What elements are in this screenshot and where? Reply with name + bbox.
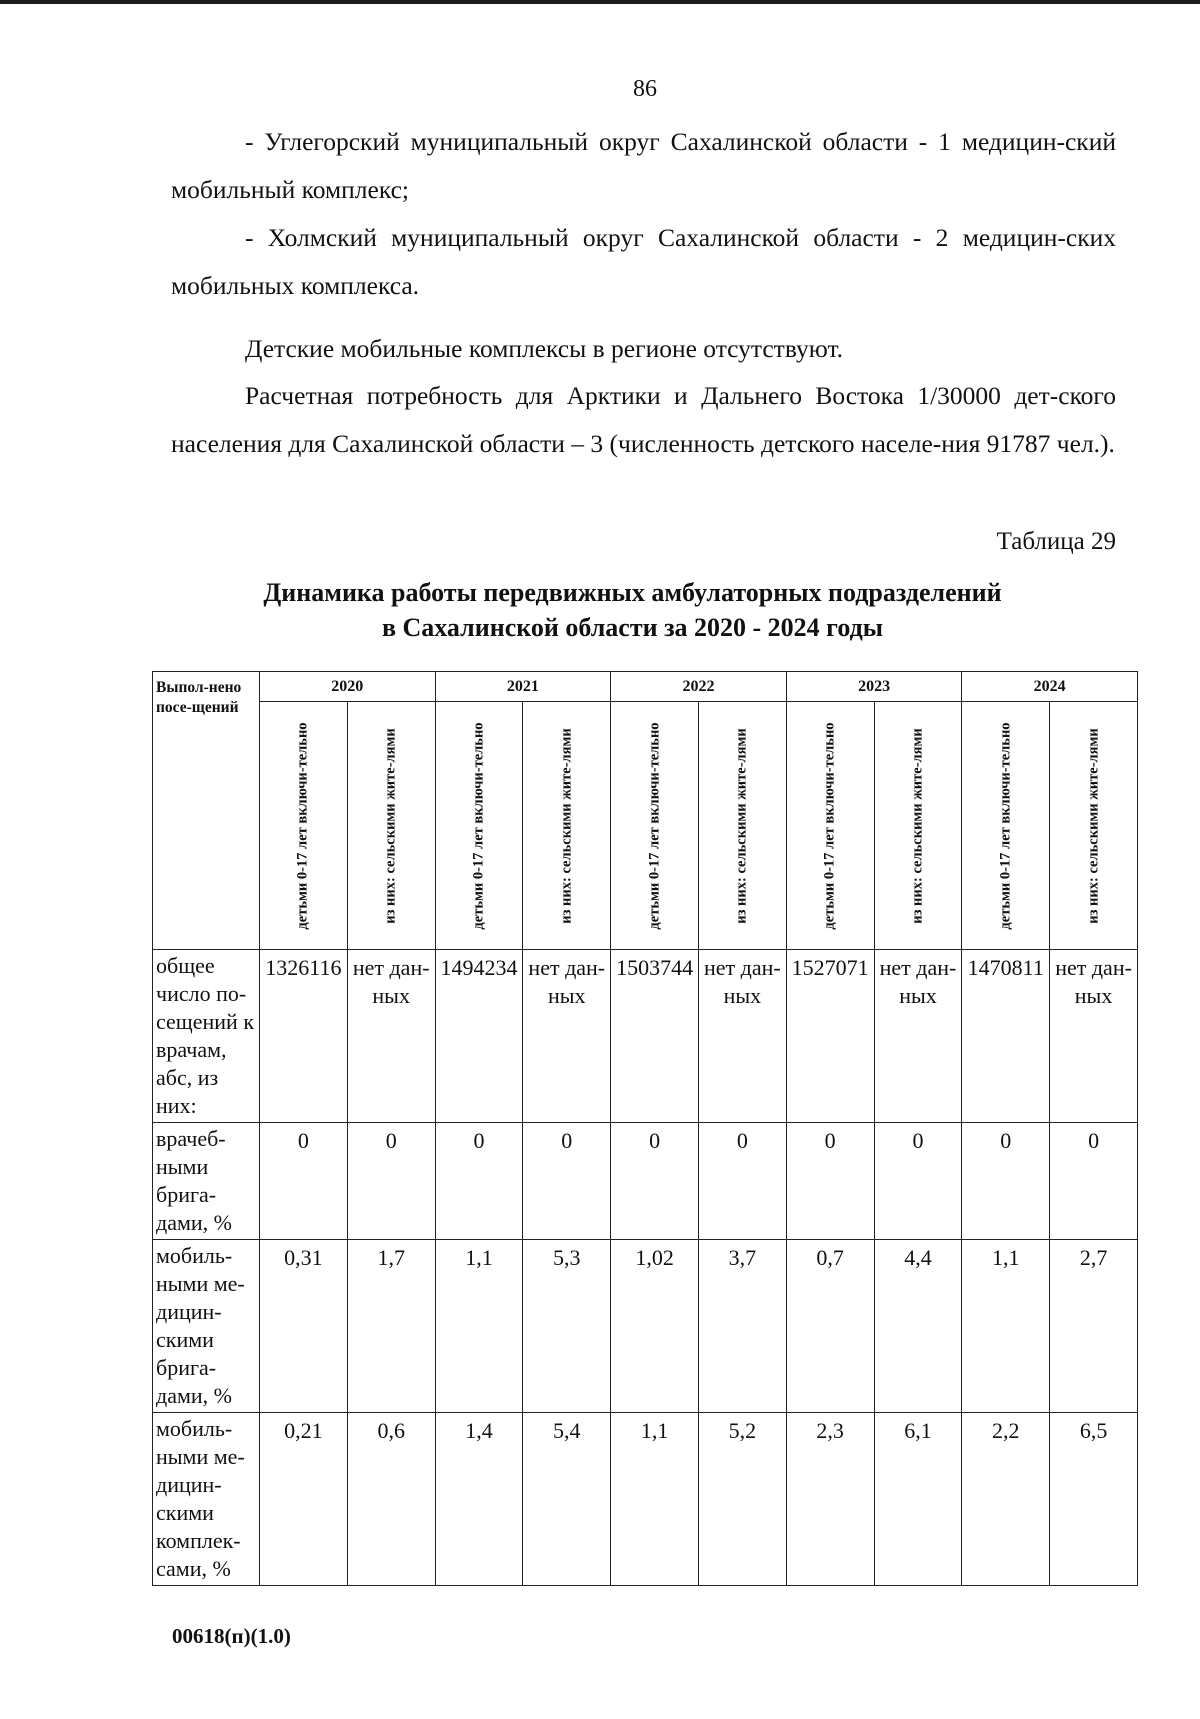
top-border-line [0, 0, 1200, 4]
value-cell: 0 [786, 1123, 874, 1240]
value-cell: 1,7 [347, 1240, 435, 1413]
row-label: общее число по-сещений к врачам, абс, из них: [153, 950, 260, 1123]
paragraph-text: Детские мобильные комплексы в регионе отсутствуют. [245, 334, 844, 363]
subheader-text: из них: сельскими жите-лями [382, 727, 399, 924]
children-subheader [786, 702, 874, 950]
value-cell: 6,5 [1050, 1413, 1138, 1586]
subheader-text: из них: сельскими жите-лями [909, 727, 926, 924]
rural-subheader [874, 702, 962, 950]
value-cell: 5,4 [523, 1413, 611, 1586]
row-label: мобиль-ными ме-дицин-скими комплек-сами, % [153, 1413, 260, 1586]
year-header: 2022 [611, 672, 787, 702]
table-title-line-2: в Сахалинской области за 2020 - 2024 годы [381, 613, 884, 642]
value-cell: 0 [611, 1123, 699, 1240]
year-header: 2020 [260, 672, 436, 702]
subheader-text: из них: сельскими жите-лями [1085, 727, 1102, 924]
value-cell: 0 [698, 1123, 786, 1240]
value-cell: 1,1 [435, 1240, 523, 1413]
table-row [153, 1240, 1138, 1413]
rural-subheader [347, 702, 435, 950]
dynamics-table [152, 671, 1138, 1586]
subheader-row [153, 702, 1138, 950]
subheader-text: из них: сельскими жите-лями [558, 727, 575, 924]
value-cell: 4,4 [874, 1240, 962, 1413]
paragraph-uglegorsk [171, 118, 1116, 214]
value-cell: нет дан-ных [347, 950, 435, 1123]
value-cell: 0 [347, 1123, 435, 1240]
table-title-line-1: Динамика работы передвижных амбулаторных подразделений [263, 578, 1002, 607]
value-cell: 1326116 [260, 950, 348, 1123]
value-cell: 1,1 [962, 1240, 1050, 1413]
rural-subheader [523, 702, 611, 950]
value-cell: нет дан-ных [523, 950, 611, 1123]
dynamics-table-body [153, 672, 1138, 1586]
row-label: мобиль-ными ме-дицин-скими брига-дами, % [153, 1240, 260, 1413]
subheader-text: детьми 0-17 лет включи-тельно [294, 721, 311, 930]
year-header: 2024 [962, 672, 1138, 702]
children-subheader [435, 702, 523, 950]
table-row [153, 950, 1138, 1123]
subheader-text: детьми 0-17 лет включи-тельно [646, 721, 663, 930]
value-cell: 1503744 [611, 950, 699, 1123]
value-cell: 2,2 [962, 1413, 1050, 1586]
children-subheader [962, 702, 1050, 950]
table-caption: Таблица 29 [996, 528, 1116, 555]
paragraph-calculated-need [171, 372, 1116, 468]
corner-header: Выпол-нено посе-щений [153, 672, 260, 950]
page-number: 86 [633, 76, 657, 102]
value-cell: 0,7 [786, 1240, 874, 1413]
value-cell: нет дан-ных [698, 950, 786, 1123]
rural-subheader [698, 702, 786, 950]
table-row [153, 1413, 1138, 1586]
paragraph-children-complexes [171, 325, 1116, 373]
value-cell: 2,7 [1050, 1240, 1138, 1413]
subheader-text: детьми 0-17 лет включи-тельно [470, 721, 487, 930]
paragraph-text: Расчетная потребность для Арктики и Дальнего Востока 1/30000 дет-ского населения для Сахалинской области – 3 (численность детского населе-ния 91787 чел.). [171, 381, 1116, 458]
year-header: 2021 [435, 672, 611, 702]
value-cell: 5,3 [523, 1240, 611, 1413]
value-cell: 6,1 [874, 1413, 962, 1586]
year-header-row [153, 672, 1138, 702]
table-row [153, 1123, 1138, 1240]
subheader-text: детьми 0-17 лет включи-тельно [821, 721, 838, 930]
subheader-text: из них: сельскими жите-лями [733, 727, 750, 924]
value-cell: 1494234 [435, 950, 523, 1123]
value-cell: 1,02 [611, 1240, 699, 1413]
year-header: 2023 [786, 672, 962, 702]
value-cell: 1,1 [611, 1413, 699, 1586]
value-cell: 1527071 [786, 950, 874, 1123]
value-cell: 0 [962, 1123, 1050, 1240]
value-cell: 0 [874, 1123, 962, 1240]
value-cell: 0,6 [347, 1413, 435, 1586]
paragraph-text: - Углегорский муниципальный округ Сахалинской области - 1 медицин-ский мобильный комплекс; [171, 127, 1116, 204]
document-code: 00618(п)(1.0) [172, 1624, 291, 1648]
paragraph-kholmsk [171, 214, 1116, 310]
table-title [150, 575, 1115, 645]
value-cell: 2,3 [786, 1413, 874, 1586]
value-cell: 0 [1050, 1123, 1138, 1240]
paragraph-text: - Холмский муниципальный округ Сахалинской области - 2 медицин-ских мобильных комплекса. [171, 223, 1116, 300]
value-cell: 0 [260, 1123, 348, 1240]
row-label: врачеб-ными брига-дами, % [153, 1123, 260, 1240]
value-cell: 3,7 [698, 1240, 786, 1413]
value-cell: 1470811 [962, 950, 1050, 1123]
children-subheader [260, 702, 348, 950]
value-cell: 0,31 [260, 1240, 348, 1413]
value-cell: 0 [435, 1123, 523, 1240]
value-cell: 0,21 [260, 1413, 348, 1586]
subheader-text: детьми 0-17 лет включи-тельно [997, 721, 1014, 930]
value-cell: нет дан-ных [874, 950, 962, 1123]
value-cell: 5,2 [698, 1413, 786, 1586]
value-cell: 0 [523, 1123, 611, 1240]
value-cell: нет дан-ных [1050, 950, 1138, 1123]
children-subheader [611, 702, 699, 950]
value-cell: 1,4 [435, 1413, 523, 1586]
rural-subheader [1050, 702, 1138, 950]
